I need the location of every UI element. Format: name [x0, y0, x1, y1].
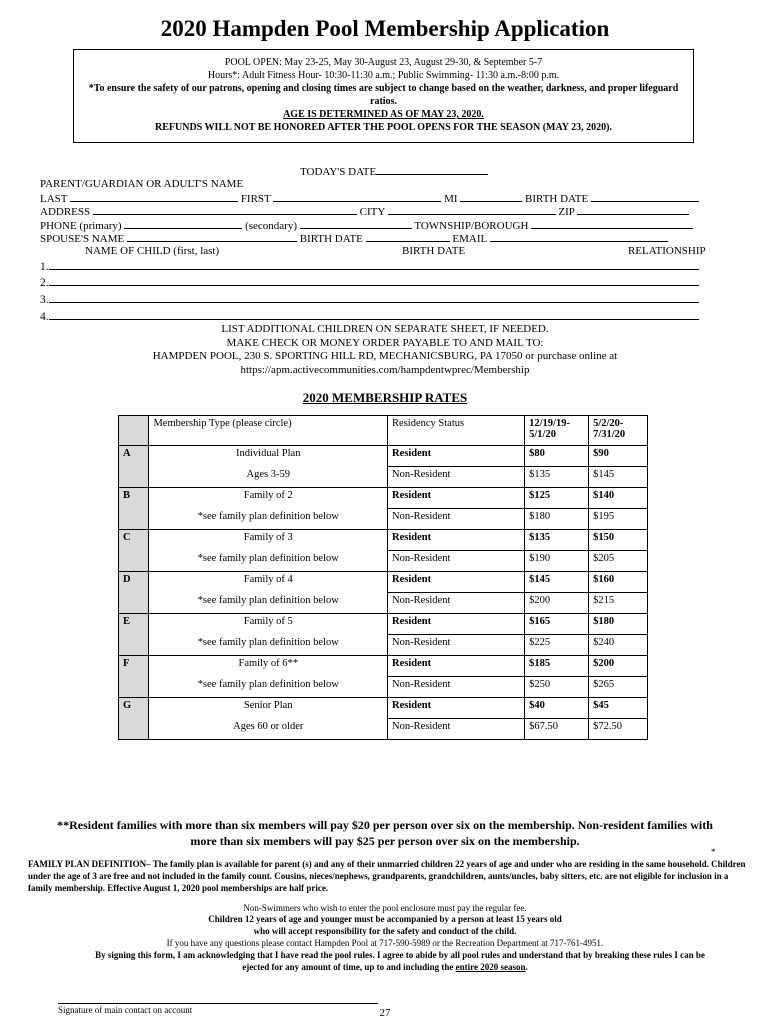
agreement-line-2: ejected for any amount of time, up to and including the entire 2020 season. [242, 962, 528, 972]
parent-heading: PARENT/GUARDIAN OR ADULT'S NAME [40, 178, 244, 190]
residency-resident: Resident [388, 446, 525, 467]
residency-resident: Resident [388, 530, 525, 551]
address-label: ADDRESS [40, 206, 91, 218]
resident-price-period-1: $135 [525, 530, 589, 551]
spouse-name-field[interactable] [127, 231, 297, 242]
child-line-2[interactable]: 2. [40, 275, 699, 289]
page-number: 27 [379, 1007, 391, 1019]
plan-detail: Ages 3-59 [149, 467, 388, 488]
entire-season-text: entire 2020 season [455, 962, 526, 972]
large-family-footnote: **Resident families with more than six members will pay $20 per person over six on the membership. Non-resident families with more than six members will pay $25 per person over six on the membership. [57, 818, 713, 848]
first-name-field[interactable] [273, 191, 441, 202]
rate-row-resident [119, 698, 648, 719]
resident-price-period-1: $145 [525, 572, 589, 593]
birth-date-label: BIRTH DATE [525, 193, 589, 205]
plan-letter: C [119, 530, 149, 572]
nonresident-price-period-1: $190 [525, 551, 589, 572]
email-field[interactable] [490, 231, 668, 242]
residency-resident: Resident [388, 656, 525, 677]
residency-resident: Resident [388, 572, 525, 593]
refund-notice: REFUNDS WILL NOT BE HONORED AFTER THE POOL OPENS FOR THE SEASON (MAY 23, 2020). [155, 122, 612, 133]
resident-price-period-2: $180 [589, 614, 648, 635]
birth-date-field[interactable] [591, 191, 699, 202]
mi-field[interactable] [460, 191, 522, 202]
rate-row-resident [119, 530, 648, 551]
residency-nonresident: Non-Resident [388, 593, 525, 614]
rate-row-nonresident [119, 719, 648, 740]
header-residency: Residency Status [388, 416, 525, 446]
city-field[interactable] [388, 204, 556, 215]
nonresident-price-period-2: $265 [589, 677, 648, 698]
plan-letter: G [119, 698, 149, 740]
plan-name[interactable]: Senior Plan [149, 698, 388, 719]
plan-detail: *see family plan definition below [149, 551, 388, 572]
zip-label: ZIP [558, 206, 575, 218]
page-title: 2020 Hampden Pool Membership Application [160, 16, 610, 41]
plan-letter: D [119, 572, 149, 614]
mailing-address: HAMPDEN POOL, 230 S. SPORTING HILL RD, MECHANICSBURG, PA 17050 or purchase online at [152, 350, 618, 362]
rate-row-nonresident [119, 635, 648, 656]
notice-box [73, 49, 694, 143]
rates-table [118, 415, 648, 740]
rate-row-resident [119, 488, 648, 509]
plan-name[interactable]: Family of 4 [149, 572, 388, 593]
plan-detail: Ages 60 or older [149, 719, 388, 740]
township-label: TOWNSHIP/BOROUGH [414, 220, 529, 232]
plan-letter: A [119, 446, 149, 488]
safety-notice: *To ensure the safety of our patrons, opening and closing times are subject to change based on the weather, darkness, and proper lifeguard ratios. [88, 83, 679, 107]
residency-nonresident: Non-Resident [388, 509, 525, 530]
residency-nonresident: Non-Resident [388, 635, 525, 656]
resident-price-period-1: $165 [525, 614, 589, 635]
residency-nonresident: Non-Resident [388, 719, 525, 740]
nonresident-price-period-1: $250 [525, 677, 589, 698]
nonresident-price-period-1: $225 [525, 635, 589, 656]
child-name-header: NAME OF CHILD (first, last) [85, 245, 220, 257]
agreement-line-1: By signing this form, I am acknowledging that I have read the pool rules. I agree to abide by all pool rules and understand that by breaking these rules I can be [95, 950, 705, 960]
plan-name[interactable]: Family of 5 [149, 614, 388, 635]
plan-detail: *see family plan definition below [149, 677, 388, 698]
header-letter-cell [119, 416, 149, 446]
first-label: FIRST [240, 193, 271, 205]
plan-letter: F [119, 656, 149, 698]
asterisk-mark: * [711, 847, 716, 857]
rate-row-resident [119, 572, 648, 593]
last-name-field[interactable] [70, 191, 238, 202]
phone-secondary-label: (secondary) [245, 220, 297, 232]
phone-primary-field[interactable] [124, 218, 242, 229]
header-type: Membership Type (please circle) [149, 416, 388, 446]
signature-label: Signature of main contact on account [58, 1005, 193, 1015]
last-label: LAST [40, 193, 68, 205]
pool-hours: Hours*: Adult Fitness Hour- 10:30-11:30 a.m.; Public Swimming- 11:30 a.m.-8:00 p.m. [207, 70, 560, 81]
resident-price-period-1: $185 [525, 656, 589, 677]
rate-row-resident [119, 656, 648, 677]
nonresident-price-period-1: $180 [525, 509, 589, 530]
rate-row-nonresident [119, 467, 648, 488]
spouse-birth-field[interactable] [366, 231, 450, 242]
signature-line[interactable] [58, 1003, 378, 1004]
phone-primary-label: PHONE (primary) [40, 220, 122, 232]
plan-letter: B [119, 488, 149, 530]
resident-price-period-2: $140 [589, 488, 648, 509]
spouse-label: SPOUSE'S NAME [40, 233, 125, 245]
resident-price-period-1: $80 [525, 446, 589, 467]
nonresident-price-period-2: $145 [589, 467, 648, 488]
nonresident-price-period-2: $215 [589, 593, 648, 614]
residency-nonresident: Non-Resident [388, 551, 525, 572]
plan-name[interactable]: Family of 2 [149, 488, 388, 509]
todays-date-field[interactable] [376, 164, 488, 175]
rates-title: 2020 MEMBERSHIP RATES [302, 390, 468, 405]
plan-detail: *see family plan definition below [149, 593, 388, 614]
nonresident-price-period-2: $240 [589, 635, 648, 656]
city-label: CITY [359, 206, 385, 218]
rate-row-resident [119, 614, 648, 635]
children-rule-2: who will accept responsibility for the safety and conduct of the child. [253, 926, 517, 936]
residency-resident: Resident [388, 698, 525, 719]
pool-open-dates: POOL OPEN: May 23-25, May 30-August 23, August 29-30, & September 5-7 [224, 57, 543, 68]
child-line-1[interactable]: 1. [40, 259, 699, 273]
children-rule-1: Children 12 years of age and younger must be accompanied by a person at least 15 years old [208, 914, 562, 924]
rate-row-resident [119, 446, 648, 467]
rate-row-nonresident [119, 677, 648, 698]
residency-nonresident: Non-Resident [388, 467, 525, 488]
rate-row-nonresident [119, 593, 648, 614]
rate-row-nonresident [119, 551, 648, 572]
header-period-1: 12/19/19- 5/1/20 [525, 416, 589, 446]
nonresident-price-period-1: $135 [525, 467, 589, 488]
mi-label: MI [444, 193, 458, 205]
child-birth-header: BIRTH DATE [402, 245, 466, 257]
nonresident-price-period-1: $200 [525, 593, 589, 614]
todays-date-label: TODAY'S DATE [300, 166, 377, 178]
residency-nonresident: Non-Resident [388, 677, 525, 698]
phone-secondary-field[interactable] [300, 218, 412, 229]
plan-detail: *see family plan definition below [149, 635, 388, 656]
payable-note: MAKE CHECK OR MONEY ORDER PAYABLE TO AND MAIL TO: [226, 336, 544, 349]
relationship-header: RELATIONSHIP [628, 245, 706, 257]
resident-price-period-2: $45 [589, 698, 648, 719]
residency-resident: Resident [388, 614, 525, 635]
township-field[interactable] [531, 218, 693, 229]
questions-contact: If you have any questions please contact Hampden Pool at 717-590-5989 or the Recreation Department at 717-761-4951. [166, 938, 604, 948]
nonresident-price-period-2: $205 [589, 551, 648, 572]
plan-name[interactable]: Family of 6** [149, 656, 388, 677]
additional-children-note: LIST ADDITIONAL CHILDREN ON SEPARATE SHEET, IF NEEDED. [221, 323, 549, 335]
resident-price-period-2: $200 [589, 656, 648, 677]
address-field[interactable] [93, 204, 357, 215]
child-line-4[interactable]: 4. [40, 309, 699, 323]
zip-field[interactable] [577, 204, 689, 215]
resident-price-period-1: $125 [525, 488, 589, 509]
age-notice: AGE IS DETERMINED AS OF MAY 23, 2020. [283, 109, 484, 120]
nonswimmers-rule: Non-Swimmers who wish to enter the pool enclosure must pay the regular fee. [243, 903, 527, 913]
family-plan-definition: FAMILY PLAN DEFINITION– The family plan is available for parent (s) and any of their unmarried children 22 years of age and under who are residing in the same household. Children under the age of 3 are free and not included in the family count. Cousins, nieces/nephews, grandparents, grandchildren, aunts/uncles, baby sitters, etc. are not eligible for inclusion in a family membership. Effective August 1, 2020 pool memberships are half price. [28, 859, 746, 893]
nonresident-price-period-1: $67.50 [525, 719, 589, 740]
resident-price-period-2: $150 [589, 530, 648, 551]
plan-name[interactable]: Family of 3 [149, 530, 388, 551]
resident-price-period-1: $40 [525, 698, 589, 719]
header-period-2: 5/2/20- 7/31/20 [589, 416, 648, 446]
rate-row-nonresident [119, 509, 648, 530]
residency-resident: Resident [388, 488, 525, 509]
child-line-3[interactable]: 3. [40, 292, 699, 306]
plan-detail: *see family plan definition below [149, 509, 388, 530]
resident-price-period-2: $90 [589, 446, 648, 467]
nonresident-price-period-2: $72.50 [589, 719, 648, 740]
spouse-birth-label: BIRTH DATE [299, 233, 363, 245]
email-label: EMAIL [452, 233, 487, 245]
mailing-info [0, 323, 770, 377]
nonresident-price-period-2: $195 [589, 509, 648, 530]
rates-header-row [119, 416, 648, 446]
online-link[interactable]: https://apm.activecommunities.com/hampdentwprec/Membership [240, 363, 530, 376]
plan-name[interactable]: Individual Plan [149, 446, 388, 467]
todays-date-row [300, 164, 488, 180]
plan-letter: E [119, 614, 149, 656]
resident-price-period-2: $160 [589, 572, 648, 593]
